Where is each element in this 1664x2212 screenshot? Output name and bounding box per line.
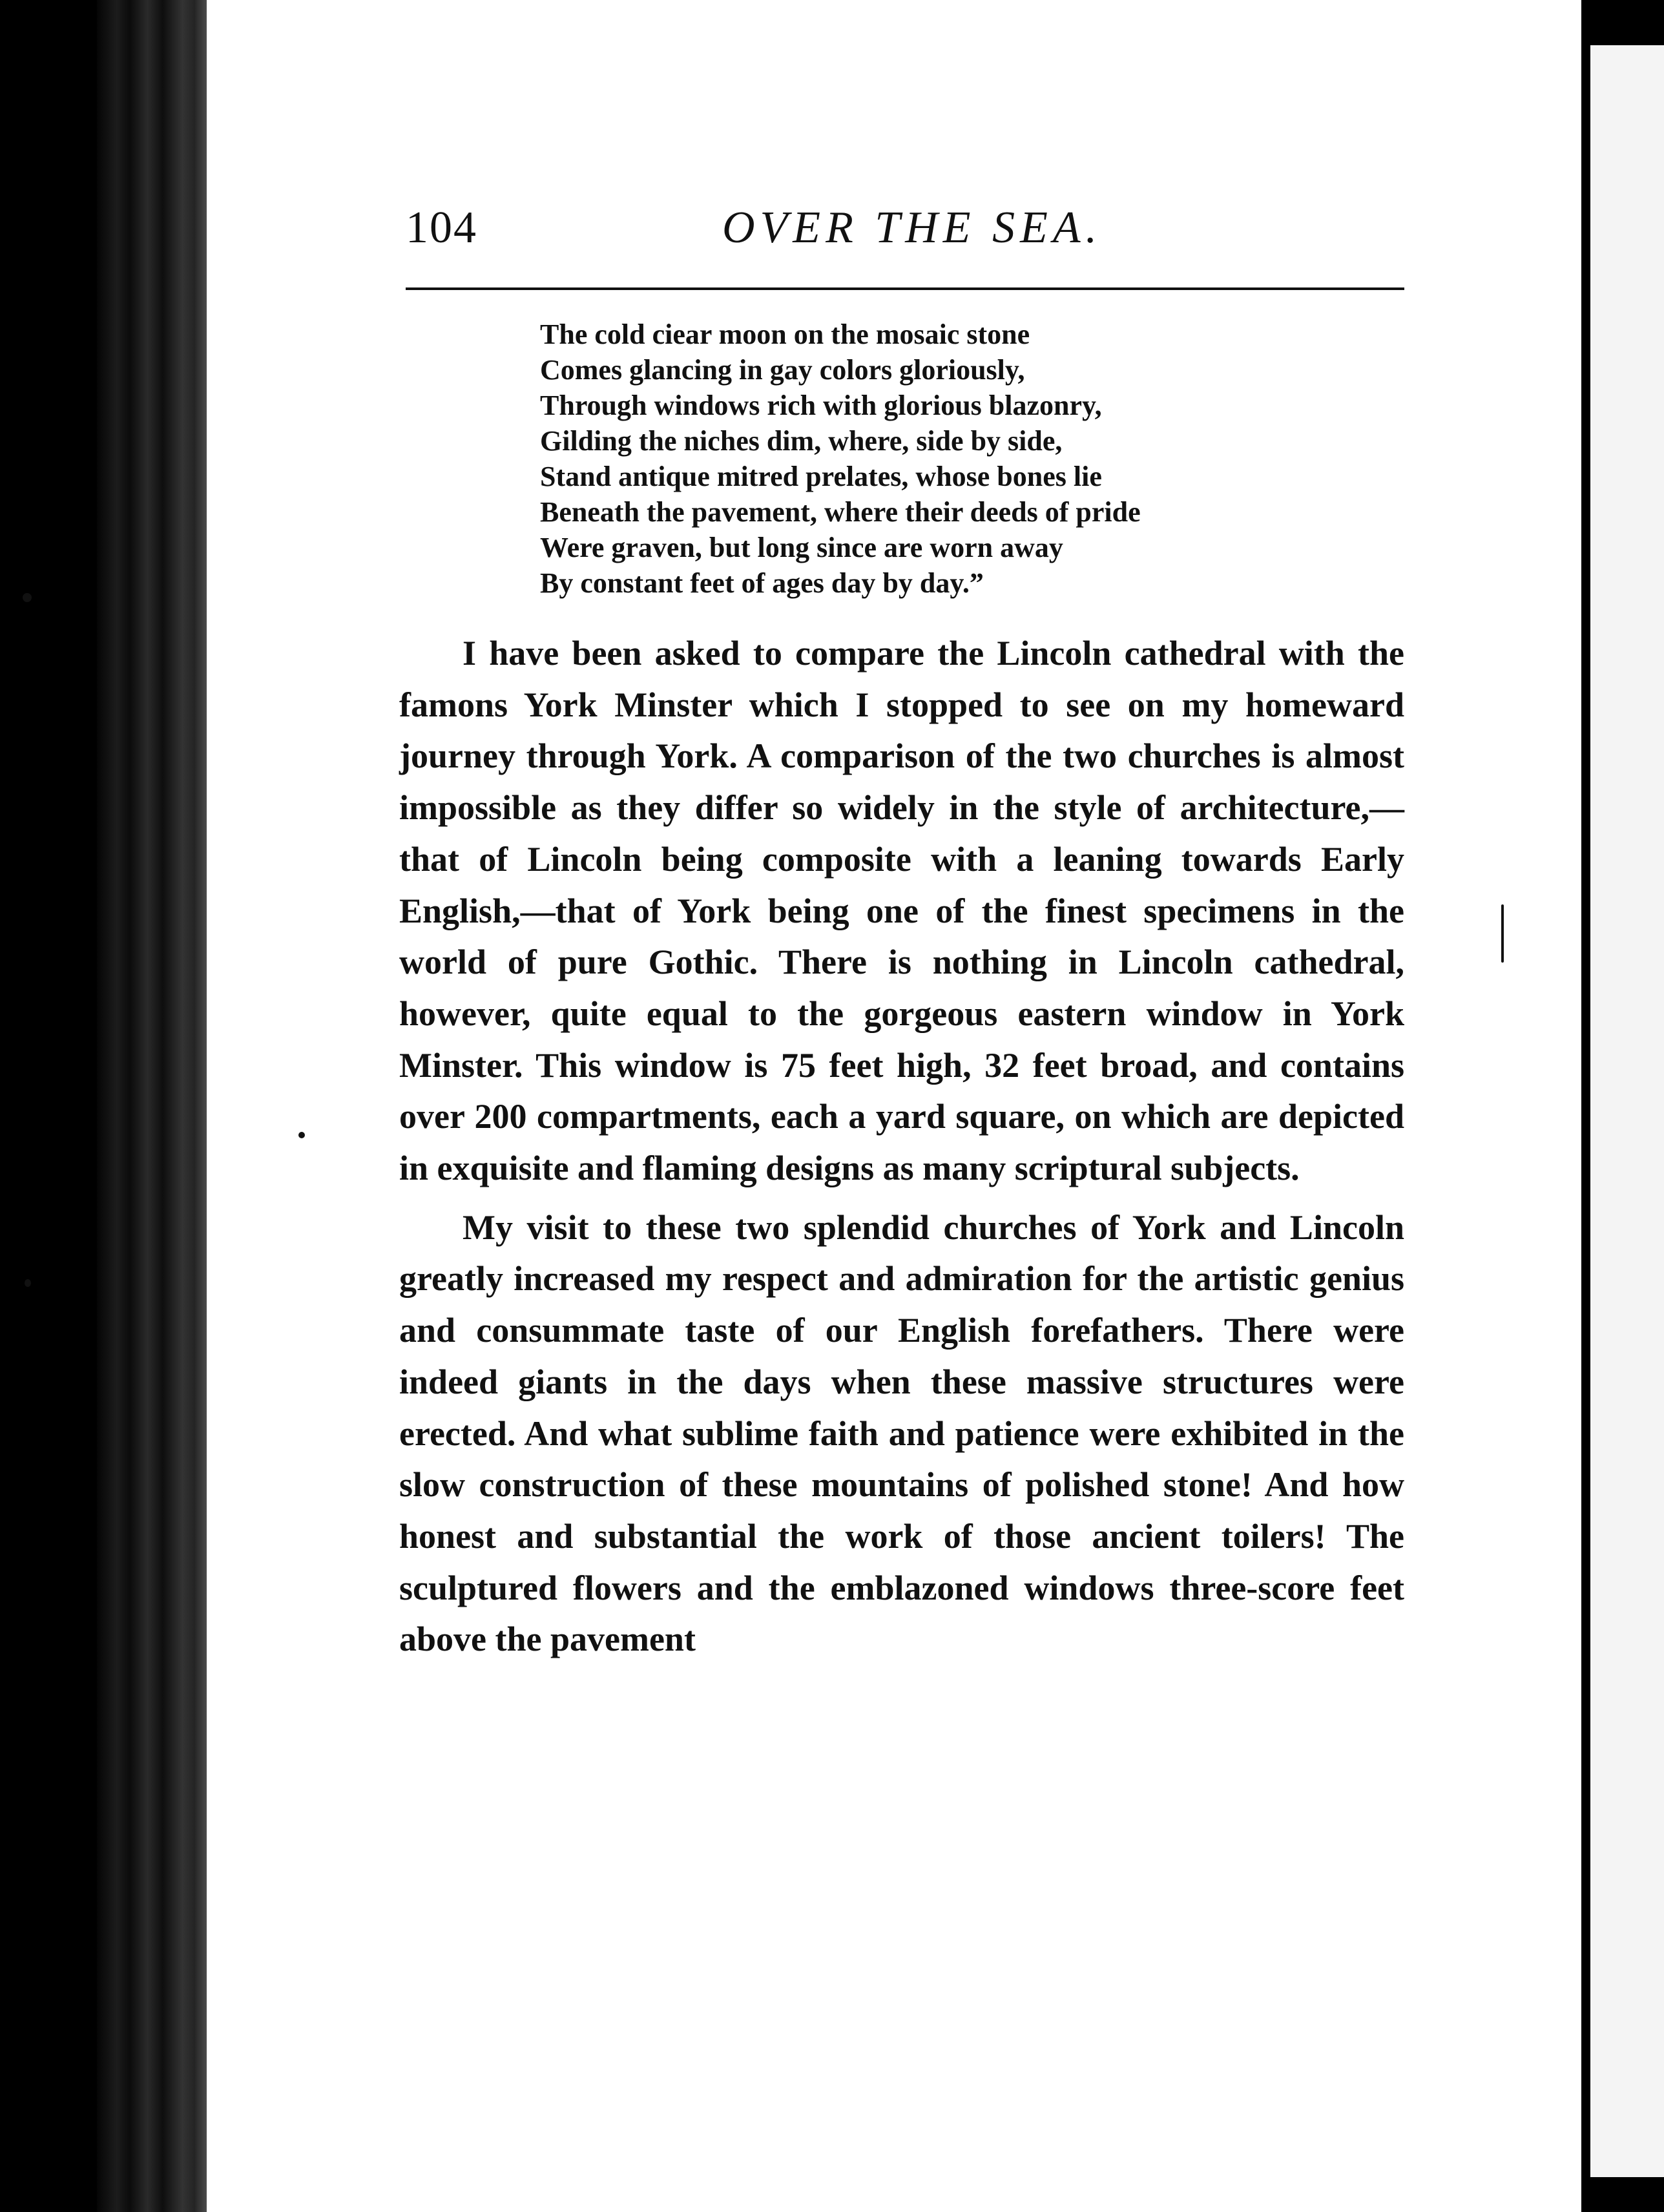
- page-number: 104: [406, 203, 477, 253]
- scan-speck: [298, 1132, 305, 1138]
- scan-speck: [23, 593, 32, 602]
- verse-line: Beneath the pavement, where their deeds of pride: [540, 496, 1141, 528]
- verse-quotation: [540, 317, 1380, 601]
- verse-line: The cold ciear moon on the mosaic stone: [540, 318, 1030, 350]
- running-title: OVER THE SEA.: [722, 203, 1103, 253]
- paragraph: I have been asked to compare the Lincoln cathedral with the famons York Minster which I stopped to see on my homeward journey through York. A comparison of the two churches is almost impossible as they differ so widely in the style of architecture,—that of Lincoln being composite with a leaning towards Early English,—that of York being one of the finest specimens in the world of pure Gothic. There is nothing in Lincoln cathedral, however, quite equal to the gorgeous eastern window in York Minster. This window is 75 feet high, 32 feet broad, and contains over 200 compartments, each a yard square, on which are depicted in exquisite and flaming designs as many scriptural subjects.: [399, 634, 1404, 1188]
- verse-line: Gilding the niches dim, where, side by side,: [540, 425, 1063, 457]
- header-rule: [406, 287, 1404, 290]
- book-page-edges: [97, 0, 207, 2212]
- scan-speck: [25, 1279, 31, 1287]
- verse-line: Stand antique mitred prelates, whose bones lie: [540, 461, 1102, 492]
- verse-line: Were graven, but long since are worn away: [540, 532, 1063, 563]
- running-head: [406, 194, 1404, 265]
- body-text: [399, 628, 1404, 1665]
- verse-line: By constant feet of ages day by day.”: [540, 567, 984, 599]
- paragraph: My visit to these two splendid churches of York and Lincoln greatly increased my respect and admiration for the artistic genius and consummate taste of our English forefathers. There were indeed giants in the days when these massive structures were erected. And what sublime faith and patience were exhibited in the slow construction of these mountains of polished stone! And how honest and substantial the work of those ancient toilers! The sculptured flowers and the emblazoned windows three-score feet above the pavement: [399, 1207, 1404, 1659]
- facing-page-edge: [1590, 45, 1664, 2177]
- verse-line: Comes glancing in gay colors gloriously,: [540, 354, 1025, 386]
- verse-line: Through windows rich with glorious blazonry,: [540, 390, 1102, 421]
- scan-speck: [1501, 904, 1504, 963]
